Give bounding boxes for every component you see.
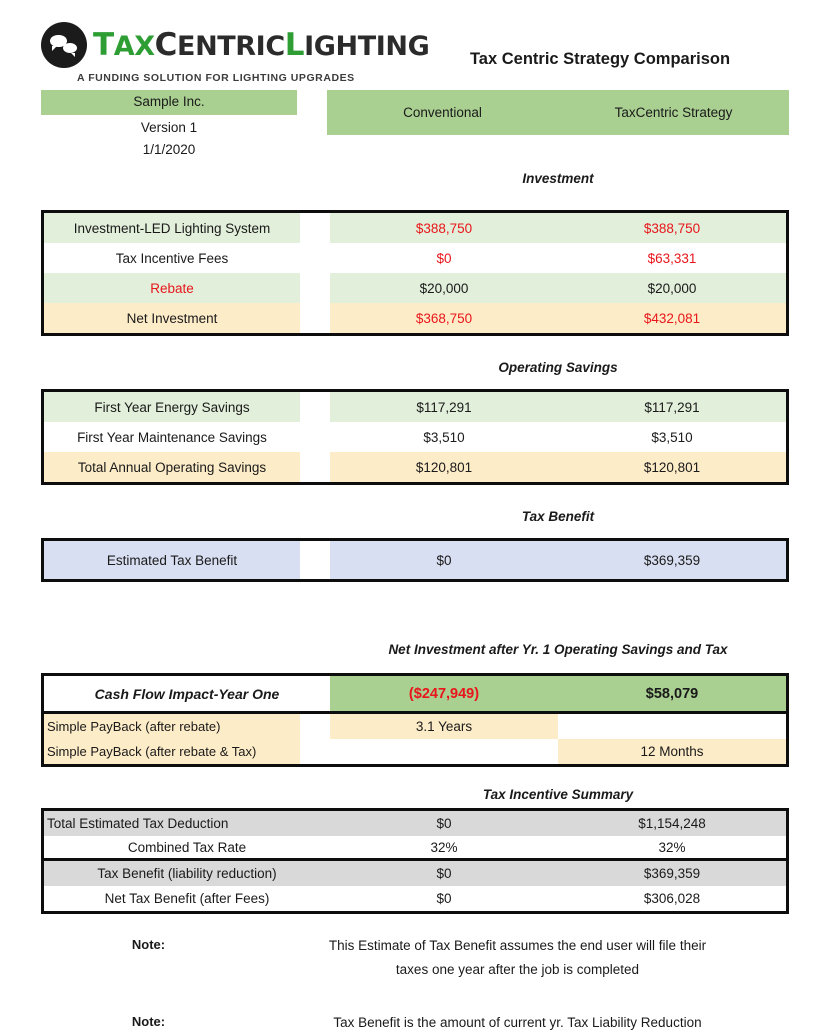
note-item (41, 1011, 789, 1035)
row-label: Simple PayBack (after rebate) (44, 714, 300, 739)
subheader (0, 90, 830, 165)
note-line: taxes one year after the job is completed (395, 961, 640, 977)
row-label: Total Estimated Tax Deduction (44, 811, 330, 836)
value-conventional: $120,801 (330, 452, 558, 482)
value-conventional: $0 (330, 811, 558, 836)
row-label: Cash Flow Impact-Year One (44, 676, 330, 711)
section-title-investment: Investment (522, 171, 594, 186)
value-taxcentric: 12 Months (558, 739, 786, 764)
value-taxcentric: $432,081 (558, 303, 786, 333)
value-taxcentric: $388,750 (558, 213, 786, 243)
value-taxcentric: $120,801 (558, 452, 786, 482)
row-label: Investment-LED Lighting System (44, 213, 300, 243)
investment-table (41, 210, 789, 336)
table-row (44, 861, 786, 886)
company-name: Sample Inc. (41, 90, 297, 115)
brand-tagline: A FUNDING SOLUTION FOR LIGHTING UPGRADES (77, 72, 355, 84)
cash-flow-impact-row (44, 676, 786, 714)
value-conventional: $0 (330, 541, 558, 579)
value-taxcentric (558, 714, 786, 739)
section-title-cash-flow: Net Investment after Yr. 1 Operating Savings and Tax (388, 642, 728, 657)
section-title-tax-incentive-summary: Tax Incentive Summary (482, 787, 634, 802)
value-conventional: $0 (330, 243, 558, 273)
table-row (44, 273, 786, 303)
value-conventional (330, 739, 558, 764)
value-taxcentric: $1,154,248 (558, 811, 786, 836)
note-label: Note: (131, 937, 166, 952)
column-header-conventional: Conventional (403, 105, 482, 120)
row-label: Estimated Tax Benefit (44, 541, 300, 579)
row-label: Net Investment (44, 303, 300, 333)
row-label: Total Annual Operating Savings (44, 452, 300, 482)
value-taxcentric: $58,079 (558, 676, 786, 711)
column-header-taxcentric: TaxCentric Strategy (614, 105, 733, 120)
value-taxcentric: $369,359 (558, 861, 786, 886)
section-title-operating-savings: Operating Savings (498, 360, 618, 375)
value-taxcentric: $369,359 (558, 541, 786, 579)
table-row (44, 243, 786, 273)
table-row (44, 303, 786, 333)
value-taxcentric: $117,291 (558, 392, 786, 422)
cash-flow-table (41, 673, 789, 767)
value-conventional: $368,750 (330, 303, 558, 333)
speech-bubbles-icon (41, 22, 87, 68)
row-label: Tax Incentive Fees (44, 243, 300, 273)
tax-benefit-table (41, 538, 789, 582)
table-row (44, 739, 786, 764)
table-row (44, 452, 786, 482)
operating-savings-table (41, 389, 789, 485)
table-row (44, 811, 786, 836)
note-label: Note: (131, 1014, 166, 1030)
note-text (256, 1011, 789, 1035)
value-taxcentric: $3,510 (558, 422, 786, 452)
note-line: Tax Benefit is the amount of current yr. Tax Liability Reduction (333, 1015, 702, 1031)
value-conventional: 3.1 Years (330, 714, 558, 739)
value-taxcentric: $63,331 (558, 243, 786, 273)
company-version: Version 1 (140, 119, 198, 135)
value-taxcentric: $306,028 (558, 886, 786, 911)
value-conventional: $0 (330, 886, 558, 911)
value-conventional: 32% (330, 836, 558, 858)
table-row (44, 392, 786, 422)
note-item (41, 934, 789, 981)
value-conventional: $117,291 (330, 392, 558, 422)
table-row (44, 213, 786, 243)
value-taxcentric: 32% (558, 836, 786, 858)
note-line: This Estimate of Tax Benefit assumes the end user will file their (328, 938, 707, 953)
tax-incentive-summary-table (41, 808, 789, 914)
note-text (256, 934, 789, 981)
row-label: Combined Tax Rate (44, 836, 330, 858)
value-conventional: $3,510 (330, 422, 558, 452)
value-conventional: $0 (330, 861, 558, 886)
brand-wordmark: TAXCENTRICLIGHTING (93, 26, 430, 63)
page-title: Tax Centric Strategy Comparison (469, 50, 731, 68)
notes-section (41, 934, 789, 1035)
company-date: 1/1/2020 (142, 142, 196, 158)
value-conventional: ($247,949) (330, 676, 558, 711)
value-conventional: $388,750 (330, 213, 558, 243)
value-taxcentric: $20,000 (558, 273, 786, 303)
row-label: Net Tax Benefit (after Fees) (44, 886, 330, 911)
column-headers (327, 90, 789, 135)
row-label: Simple PayBack (after rebate & Tax) (44, 739, 300, 764)
table-row (44, 836, 786, 861)
row-label: Tax Benefit (liability reduction) (44, 861, 330, 886)
row-label: First Year Energy Savings (44, 392, 300, 422)
brand-logo (41, 22, 430, 84)
table-row (44, 714, 786, 739)
row-label: First Year Maintenance Savings (44, 422, 300, 452)
section-title-tax-benefit: Tax Benefit (521, 509, 595, 524)
table-row (44, 886, 786, 911)
page-header (0, 0, 830, 90)
row-label: Rebate (44, 273, 300, 303)
company-info (41, 90, 297, 159)
table-row (44, 422, 786, 452)
table-row (44, 541, 786, 579)
value-conventional: $20,000 (330, 273, 558, 303)
